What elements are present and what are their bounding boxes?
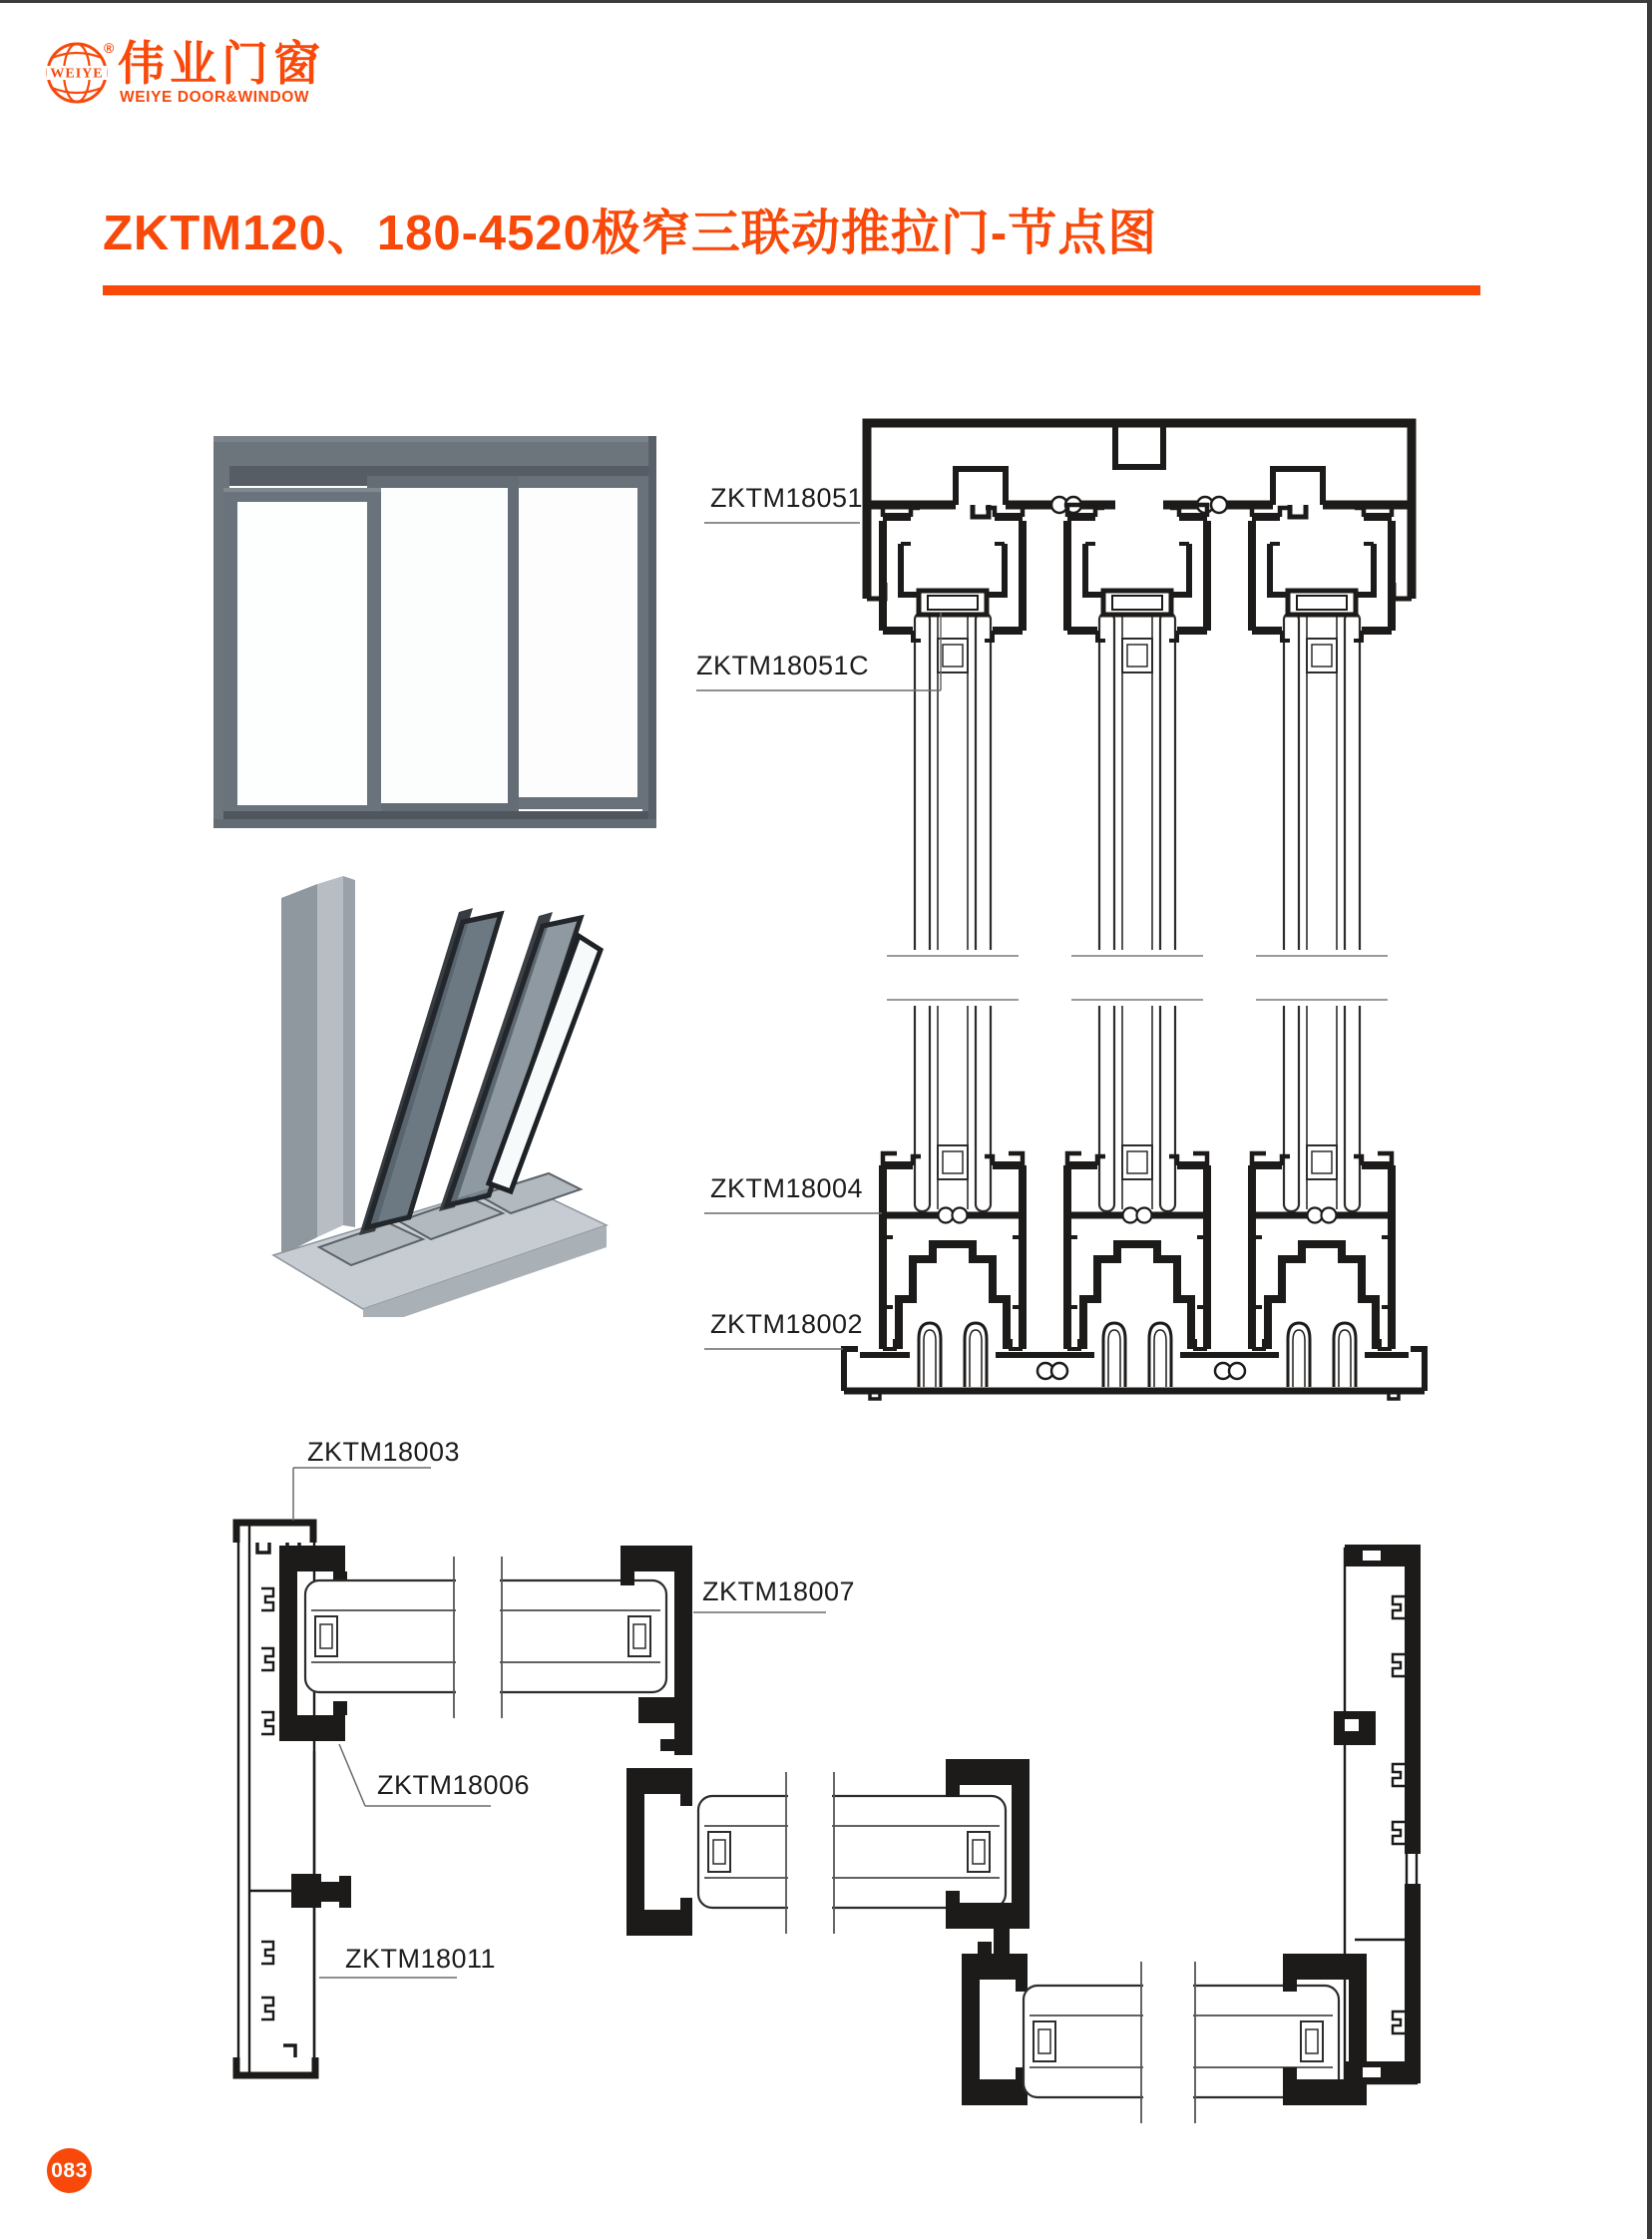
label-zktm18006: ZKTM18006 [377,1770,531,1800]
label-zktm18002: ZKTM18002 [710,1309,864,1339]
label-zktm18004: ZKTM18004 [710,1173,864,1203]
brand-name-english: WEIYE DOOR&WINDOW [120,89,310,106]
page-number-badge [47,2148,92,2193]
brand-name-chinese: 伟业门窗 [118,37,325,90]
registered-mark: ® [104,40,115,56]
label-zktm18011: ZKTM18011 [345,1944,497,1974]
page-number: 083 [51,2158,88,2182]
page-title: ZKTM120、180-4520极窄三联动推拉门-节点图 [103,207,1158,260]
globe-logo-text: WEIYE [50,66,104,82]
label-zktm18051: ZKTM18051 [710,483,864,513]
label-zktm18007: ZKTM18007 [702,1576,856,1606]
label-zktm18051c: ZKTM18051C [696,651,870,680]
label-zktm18003: ZKTM18003 [307,1437,461,1467]
leader-lines [293,523,941,1978]
